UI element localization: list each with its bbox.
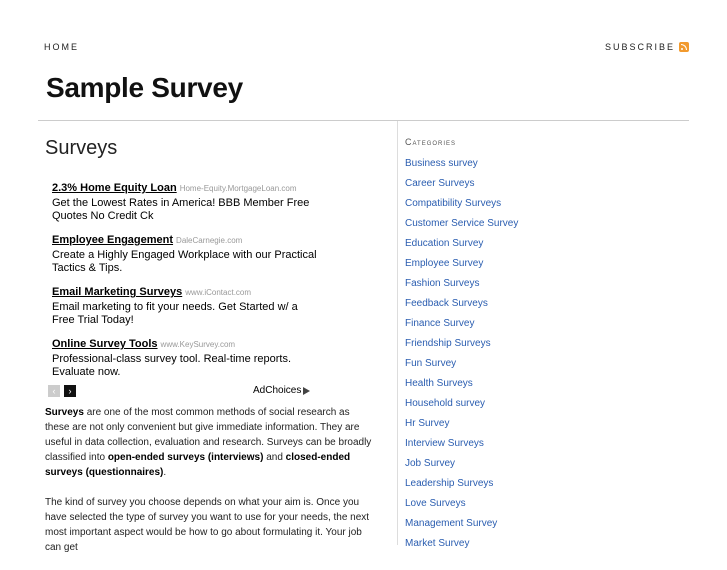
- ad-url[interactable]: www.KeySurvey.com: [160, 340, 236, 349]
- subscribe-link[interactable]: [605, 42, 689, 52]
- bold-text: open-ended surveys (interviews): [107, 452, 264, 463]
- category-item: [405, 457, 518, 477]
- category-item: [405, 417, 518, 437]
- paragraph: The kind of survey you choose depends on what your aim is. Once you have selected the type of survey you want to use for your needs, the next most important aspect would be how to go about formulating it. Your job can get: [45, 497, 370, 553]
- ad-item: [52, 337, 322, 379]
- text: and: [263, 452, 286, 463]
- text: .: [163, 467, 167, 478]
- category-item: [405, 517, 518, 537]
- categories-list: [405, 157, 518, 557]
- sidebar-divider: [397, 121, 398, 545]
- adchoices-label: AdChoices: [253, 385, 302, 396]
- category-item: [405, 497, 518, 517]
- ad-prev-button[interactable]: ‹: [48, 385, 60, 397]
- category-item: [405, 157, 518, 177]
- adchoices-icon: [303, 387, 310, 395]
- category-link[interactable]: Market Survey: [405, 538, 470, 549]
- category-link[interactable]: Career Surveys: [405, 178, 475, 189]
- category-link[interactable]: Employee Survey: [405, 258, 484, 269]
- category-item: [405, 177, 518, 197]
- category-link[interactable]: Health Surveys: [405, 378, 473, 389]
- ad-title-link[interactable]: Online Survey Tools: [52, 338, 158, 350]
- paragraph: [45, 405, 375, 480]
- category-link[interactable]: Management Survey: [405, 518, 498, 529]
- ad-description[interactable]: Get the Lowest Rates in America! BBB Member Free Quotes No Credit Ck: [52, 197, 310, 222]
- ad-next-button[interactable]: ›: [64, 385, 76, 397]
- ad-title-link[interactable]: Email Marketing Surveys: [52, 286, 183, 298]
- ad-description[interactable]: Email marketing to fit your needs. Get Started w/ a Free Trial Today!: [52, 301, 298, 326]
- ad-description[interactable]: Professional-class survey tool. Real-time reports. Evaluate now.: [52, 353, 292, 378]
- category-link[interactable]: Love Surveys: [405, 498, 466, 509]
- category-item: [405, 257, 518, 277]
- category-link[interactable]: Hr Survey: [405, 418, 450, 429]
- category-link[interactable]: Education Survey: [405, 238, 484, 249]
- category-link[interactable]: Leadership Surveys: [405, 478, 494, 489]
- category-item: [405, 437, 518, 457]
- category-item: [405, 337, 518, 357]
- category-item: [405, 397, 518, 417]
- article-body: [45, 405, 375, 570]
- ad-item: [52, 233, 322, 275]
- categories-title: Categories: [405, 137, 457, 147]
- category-link[interactable]: Business survey: [405, 158, 478, 169]
- category-item: [405, 217, 518, 237]
- category-link[interactable]: Household survey: [405, 398, 486, 409]
- site-title[interactable]: Sample Survey: [46, 72, 243, 103]
- category-item: [405, 317, 518, 337]
- category-item: [405, 377, 518, 397]
- header-divider: [38, 120, 689, 121]
- category-link[interactable]: Interview Surveys: [405, 438, 484, 449]
- ad-navigation: [48, 385, 308, 398]
- page-title: Surveys: [45, 137, 118, 159]
- category-link[interactable]: Finance Survey: [405, 318, 475, 329]
- category-item: [405, 537, 518, 557]
- category-link[interactable]: Compatibility Surveys: [405, 198, 502, 209]
- adchoices-link[interactable]: [253, 385, 310, 396]
- rss-icon: [679, 42, 689, 52]
- category-link[interactable]: Customer Service Survey: [405, 218, 519, 229]
- ad-item: [52, 285, 322, 327]
- category-link[interactable]: Feedback Surveys: [405, 298, 488, 309]
- ad-url[interactable]: www.iContact.com: [185, 288, 252, 297]
- ad-item: [52, 181, 322, 223]
- category-link[interactable]: Friendship Surveys: [405, 338, 491, 349]
- category-item: [405, 197, 518, 217]
- bold-text: Surveys: [45, 407, 84, 418]
- ad-title-link[interactable]: 2.3% Home Equity Loan: [52, 182, 177, 194]
- category-item: [405, 357, 518, 377]
- ad-url[interactable]: Home-Equity.MortgageLoan.com: [179, 184, 297, 193]
- category-link[interactable]: Fun Survey: [405, 358, 457, 369]
- category-item: [405, 237, 518, 257]
- subscribe-label: SUBSCRIBE: [604, 42, 675, 52]
- top-navigation: [44, 42, 689, 54]
- ad-url[interactable]: DaleCarnegie.com: [176, 236, 243, 245]
- bold-text: closed-ended surveys (questionnaires): [45, 452, 351, 478]
- ad-description[interactable]: Create a Highly Engaged Workplace with our Practical Tactics & Tips.: [52, 249, 317, 274]
- category-link[interactable]: Fashion Surveys: [405, 278, 480, 289]
- ad-title-link[interactable]: Employee Engagement: [52, 234, 174, 246]
- category-link[interactable]: Job Survey: [405, 458, 456, 469]
- ad-block: [52, 181, 322, 389]
- category-item: [405, 477, 518, 497]
- category-item: [405, 297, 518, 317]
- text: are one of the most common methods of social research as these are not only convenient but give immediate information. They are useful in data collection, evaluation and research. Surveys can be broadly classified into: [45, 407, 372, 463]
- home-link[interactable]: HOME: [44, 42, 79, 52]
- category-item: [405, 277, 518, 297]
